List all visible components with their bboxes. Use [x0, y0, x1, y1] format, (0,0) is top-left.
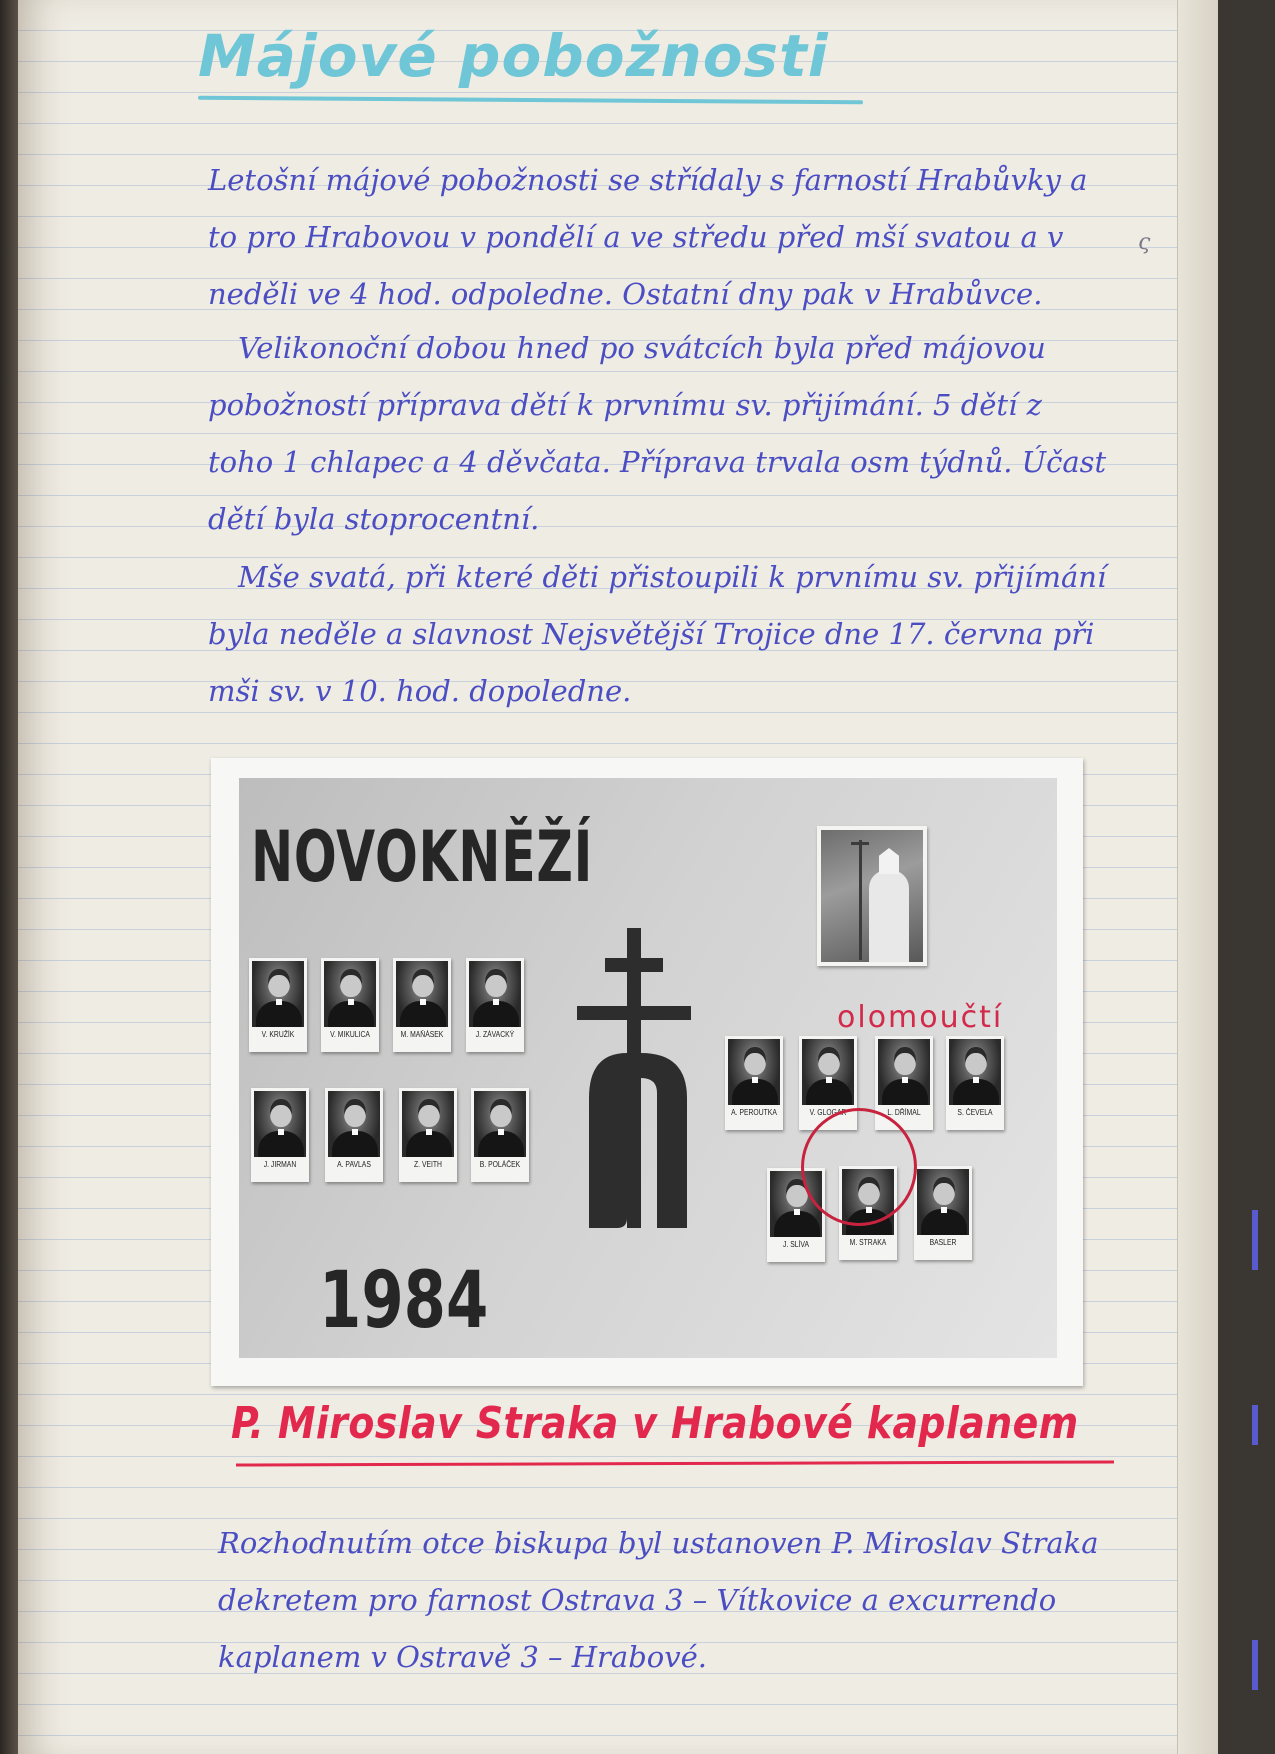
priest-name: M. MAŇÁSEK — [400, 1030, 444, 1039]
priest-name: A. PAVLAS — [337, 1160, 371, 1169]
priest-name: V. KRUŽÍK — [261, 1030, 295, 1039]
priest-card — [321, 958, 379, 1052]
group-label: olomoučtí — [837, 1000, 1004, 1035]
closing-paragraph: Rozhodnutím otce biskupa byl ustanoven P. Miroslav Straka dekretem pro farnost Ostrava 3 – Vítkovice a excurrendo kaplanem v Ostravě 3 – Hrabové. — [218, 1526, 1099, 1674]
pope-photo — [817, 826, 927, 966]
priest-portrait — [252, 961, 304, 1027]
page-edge — [1177, 0, 1218, 1754]
page-title: Májové pobožnosti — [198, 22, 829, 90]
priest-name: J. JIRMAN — [263, 1160, 297, 1169]
priest-card — [471, 1088, 529, 1182]
section-underline — [236, 1460, 1114, 1466]
priest-name: S. ČEVELA — [957, 1108, 993, 1117]
priest-card — [725, 1036, 783, 1130]
priest-card — [946, 1036, 1004, 1130]
ink-mark — [1252, 1640, 1258, 1690]
priest-portrait — [254, 1091, 306, 1157]
ink-mark — [1252, 1405, 1258, 1445]
book-binding — [0, 0, 18, 1754]
priest-portrait — [949, 1039, 1001, 1105]
paragraph-1: Letošní májové pobožnosti se střídaly s farností Hrabůvky a to pro Hrabovou v pondělí a ve středu před mší svatou a v neděli ve 4 hod. odpoledne. Ostatní dny pak v Hrabůvce. — [208, 163, 1088, 311]
paragraph-2: Velikonoční dobou hned po svátcích byla před májovou pobožností příprava dětí k prvnímu sv. přijímání. 5 dětí z toho 1 chlapec a 4 děvčata. Příprava trvala osm týdnů. Účast dětí byla stoprocentní. — [208, 331, 1107, 536]
priest-portrait — [402, 1091, 454, 1157]
priest-portrait — [328, 1091, 380, 1157]
priest-name: Z. VEITH — [414, 1160, 442, 1169]
priest-card — [393, 958, 451, 1052]
priest-name: V. GLOGAR — [809, 1108, 847, 1117]
priest-portrait — [917, 1169, 969, 1235]
priest-name: L. DŘÍMAL — [887, 1108, 921, 1117]
section-heading: P. Miroslav Straka v Hrabové kaplanem — [231, 1398, 1079, 1449]
priest-portrait — [728, 1039, 780, 1105]
priest-card — [399, 1088, 457, 1182]
priest-name: M. STRAKA — [849, 1238, 887, 1247]
priest-name: B. POLÁČEK — [479, 1160, 521, 1169]
priest-portrait — [878, 1039, 930, 1105]
priest-card — [466, 958, 524, 1052]
pope-scene — [821, 830, 923, 962]
highlight-circle — [801, 1108, 917, 1226]
pasted-photograph — [211, 758, 1083, 1386]
notebook-page — [18, 0, 1218, 1754]
priest-portrait — [324, 961, 376, 1027]
title-underline — [198, 96, 863, 105]
priest-name: A. PEROUTKA — [731, 1108, 777, 1117]
priest-portrait — [469, 961, 521, 1027]
priest-portrait — [802, 1039, 854, 1105]
cross-emblem — [569, 928, 699, 1258]
priest-name: BASLER — [929, 1238, 957, 1247]
photo-year: 1984 — [319, 1256, 489, 1346]
priest-card — [914, 1166, 972, 1260]
priest-card — [251, 1088, 309, 1182]
priest-name: J. ZÁVACKÝ — [475, 1030, 515, 1039]
priest-portrait — [474, 1091, 526, 1157]
priest-card — [249, 958, 307, 1052]
photo-heading: NOVOKNĚŽÍ — [251, 816, 594, 898]
priest-name: J. SLÍVA — [783, 1240, 809, 1249]
paragraph-3: Mše svatá, při které děti přistoupili k prvnímu sv. přijímání byla neděle a slavnost Nejsvětější Trojice dne 17. června při mši sv. v 10. hod. dopoledne. — [208, 560, 1107, 708]
priest-portrait — [396, 961, 448, 1027]
photo-board — [239, 778, 1057, 1358]
ink-mark — [1252, 1210, 1258, 1270]
margin-mark: ς — [1138, 230, 1151, 255]
priest-name: V. MIKULICA — [330, 1030, 370, 1039]
priest-card — [325, 1088, 383, 1182]
